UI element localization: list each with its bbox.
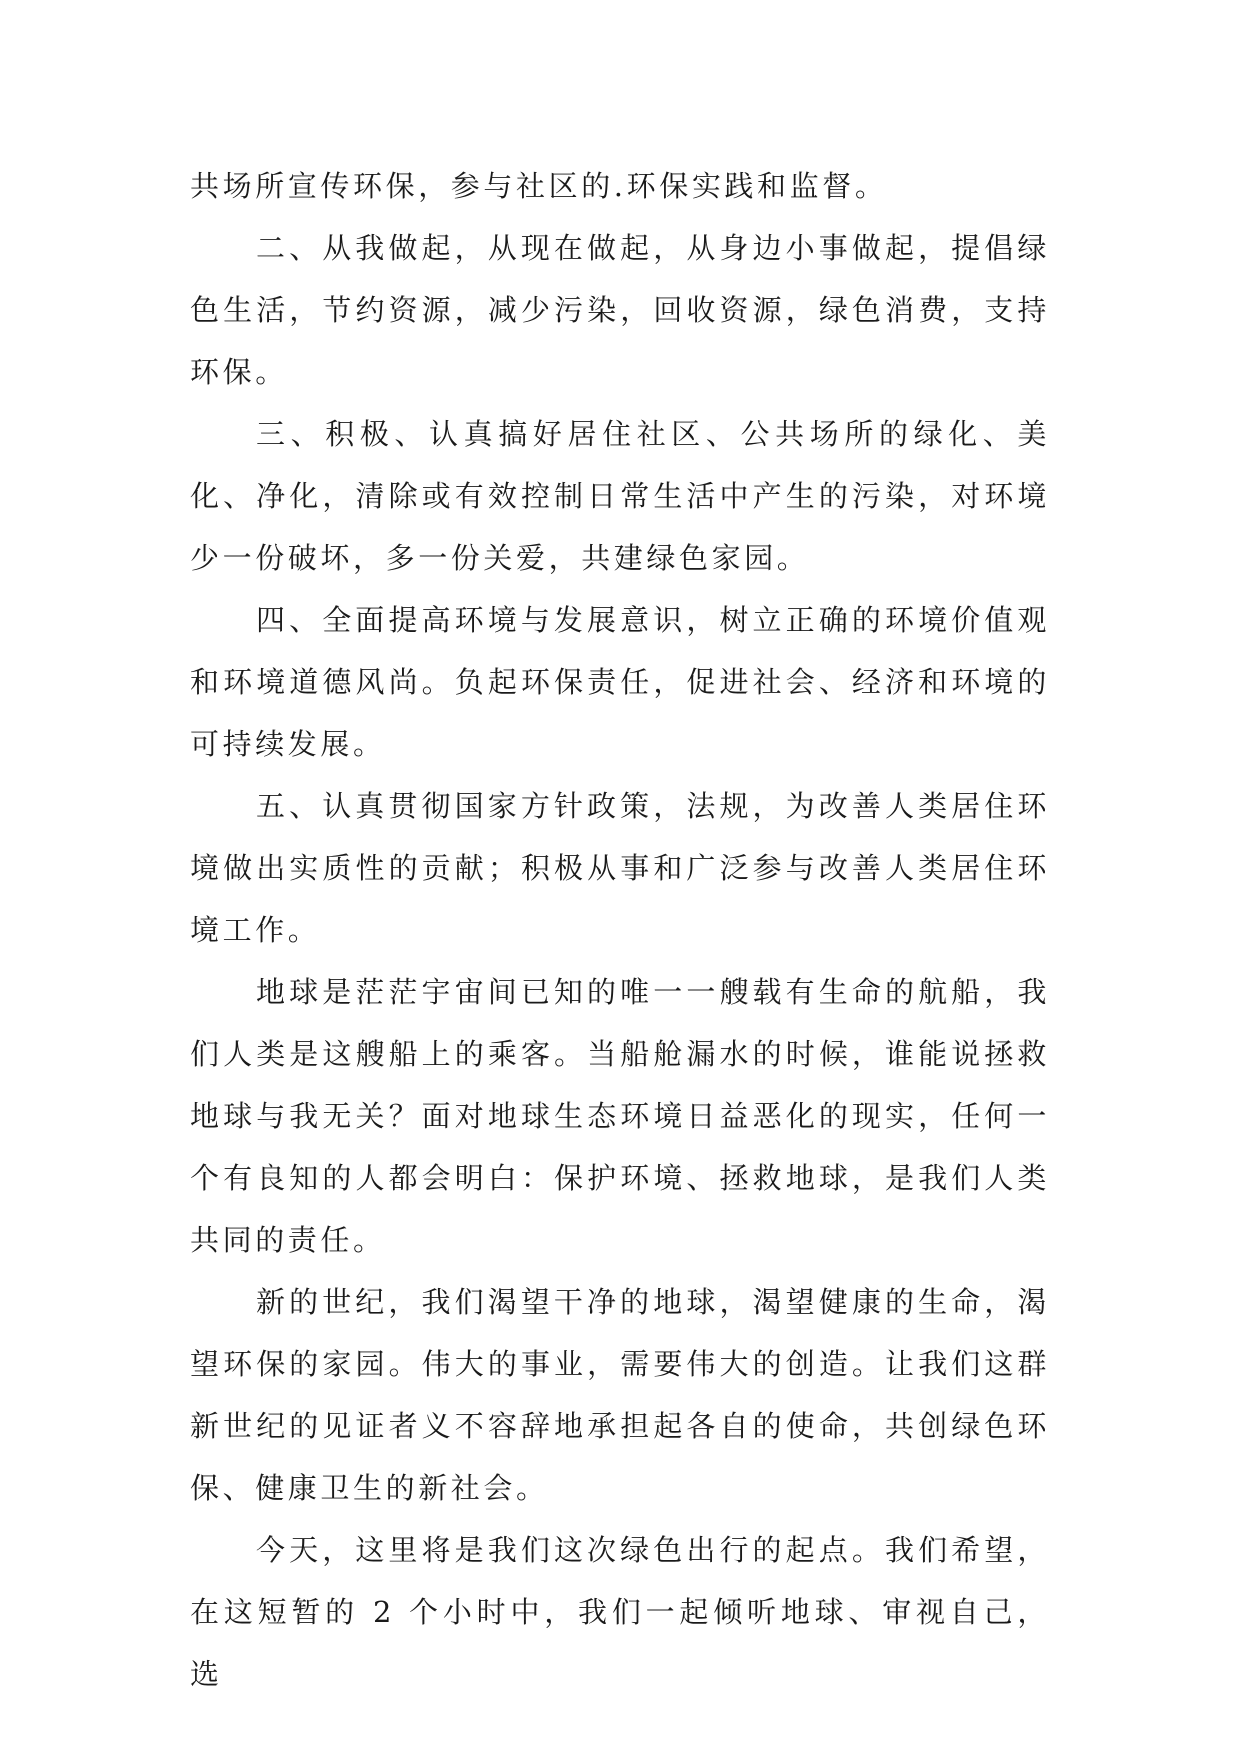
document-body [190,155,1050,1705]
paragraph: 今天，这里将是我们这次绿色出行的起点。我们希望，在这短暂的 2 个小时中，我们一起倾听地球、审视自己，选 [190,1533,1050,1691]
paragraph: 共场所宣传环保，参与社区的.环保实践和监督。 [190,169,888,203]
paragraph: 五、认真贯彻国家方针政策，法规，为改善人类居住环境做出实质性的贡献；积极从事和广泛参与改善人类居住环境工作。 [190,789,1050,947]
paragraph: 三、积极、认真搞好居住社区、公共场所的绿化、美化、净化，清除或有效控制日常生活中产生的污染，对环境少一份破坏，多一份关爱，共建绿色家园。 [190,417,1050,575]
paragraph: 二、从我做起，从现在做起，从身边小事做起，提倡绿色生活，节约资源，减少污染，回收资源，绿色消费，支持环保。 [190,231,1050,389]
paragraph: 新的世纪，我们渴望干净的地球，渴望健康的生命，渴望环保的家园。伟大的事业，需要伟大的创造。让我们这群新世纪的见证者义不容辞地承担起各自的使命，共创绿色环保、健康卫生的新社会。 [190,1285,1050,1505]
paragraph: 四、全面提高环境与发展意识，树立正确的环境价值观和环境道德风尚。负起环保责任，促进社会、经济和环境的可持续发展。 [190,603,1050,761]
paragraph: 地球是茫茫宇宙间已知的唯一一艘载有生命的航船，我们人类是这艘船上的乘客。当船舱漏水的时候，谁能说拯救地球与我无关？面对地球生态环境日益恶化的现实，任何一个有良知的人都会明白：保护环境、拯救地球，是我们人类共同的责任。 [190,975,1050,1257]
